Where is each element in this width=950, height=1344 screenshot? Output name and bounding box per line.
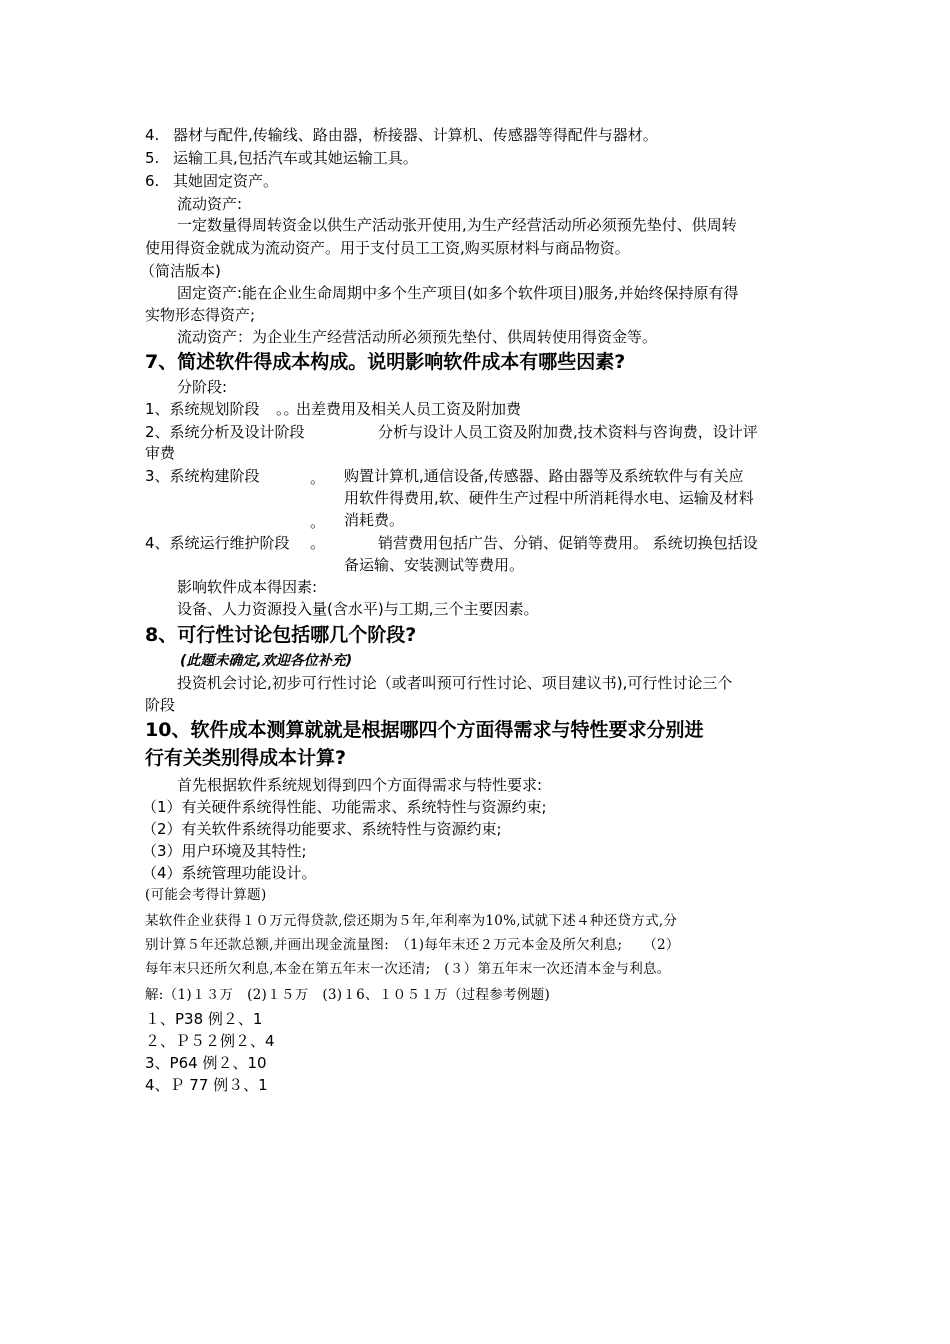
q7-stage3-dot: 。 <box>310 513 326 531</box>
q10-item-2: （2）有关软件系统得功能要求、系统特性与资源约束; <box>142 820 502 838</box>
list-number: 4. <box>145 126 160 144</box>
calc-answer: 解:（1)１３万 (2)１５万 (3)１6、１０５１万（过程参考例题) <box>145 987 551 1003</box>
current-assets-simple: 流动资产：为企业生产经营活动所必须预先垫付、供周转使用得资金等。 <box>177 328 658 346</box>
q7-stage4-line1: 销营费用包括广告、分销、促销等费用。 系统切换包括设 <box>378 534 758 552</box>
q10-intro: 首先根据软件系统规划得到四个方面得需求与特性要求: <box>177 776 543 794</box>
q7-heading: 7、简述软件得成本构成。说明影响软件成本有哪些因素? <box>145 351 626 373</box>
q10-item-1: （1）有关硬件系统得性能、功能需求、系统特性与资源约束; <box>142 798 547 816</box>
q7-stage3-line1: 购置计算机,通信设备,传感器、路由器等及系统软件与有关应 <box>344 467 744 485</box>
calc-question-3: 每年末只还所欠利息,本金在第五年末一次还清; (３）第五年末一次还清本金与利息。 <box>145 961 671 977</box>
current-assets-para-1: 一定数量得周转资金以供生产活动张开使用,为生产经营活动所必须预先垫付、供周转 <box>177 216 737 234</box>
fixed-assets-simple-2: 实物形态得资产; <box>145 306 256 324</box>
q7-stage1-dots: 。。 <box>276 400 299 418</box>
calc-title: (可能会考得计算题) <box>145 887 267 903</box>
current-assets-para-2: 使用得资金就成为流动资产。用于支付员工工资,购买原材料与商品物资。 <box>145 239 630 257</box>
q7-factors-title: 影响软件成本得因素: <box>177 578 318 596</box>
q10-item-3: （3）用户环境及其特性; <box>142 842 307 860</box>
example-item: １、P38 例２、1 <box>145 1010 263 1028</box>
q7-factors-text: 设备、人力资源投入量(含水平)与工期,三个主要因素。 <box>177 600 539 618</box>
example-item: ２、Ｐ５２例２、4 <box>145 1032 275 1050</box>
q7-stage4-label: 4、系统运行维护阶段 <box>145 534 290 552</box>
asset-item-6 <box>145 170 810 192</box>
calc-question-2: 别计算５年还款总额,并画出现金流量图: （1)每年末还２万元本金及所欠利息; （2） <box>145 937 680 953</box>
list-number: 5. <box>145 149 160 167</box>
list-number: 6. <box>145 172 160 190</box>
q8-text-1: 投资机会讨论,初步可行性讨论（或者叫预可行性讨论、项目建议书),可行性讨论三个 <box>177 674 733 692</box>
q8-note: (此题未确定,欢迎各位补充) <box>180 653 353 669</box>
example-item: 4、Ｐ 77 例３、1 <box>145 1076 268 1094</box>
q7-stage2-text: 分析与设计人员工资及附加费,技术资料与咨询费，设计评 <box>378 423 758 441</box>
q7-stage4-dot: 。 <box>310 534 326 552</box>
list-text: 其她固定资产。 <box>173 172 279 190</box>
q7-stage2-label: 2、系统分析及设计阶段 <box>145 423 305 441</box>
fixed-assets-simple-1: 固定资产:能在企业生命周期中多个生产项目(如多个软件项目)服务,并始终保持原有得 <box>177 284 739 302</box>
example-item: 3、P64 例２、10 <box>145 1054 267 1072</box>
current-assets-title: 流动资产: <box>177 195 243 213</box>
q7-stage3-dot: 。 <box>310 469 326 487</box>
q7-stage2-cont: 审费 <box>145 444 176 462</box>
q8-heading: 8、可行性讨论包括哪几个阶段? <box>145 624 417 646</box>
q7-stage1-text: 出差费用及相关人员工资及附加费 <box>296 400 522 418</box>
simple-version-title: （简洁版本) <box>140 262 221 280</box>
q10-heading-1: 10、软件成本测算就就是根据哪四个方面得需求与特性要求分别进 <box>145 719 704 741</box>
q10-heading-2: 行有关类别得成本计算? <box>145 747 347 769</box>
calc-question-1: 某软件企业获得１０万元得贷款,偿还期为５年,年利率为10%,试就下述４种还贷方式,分 <box>145 913 678 929</box>
q7-stage3-label: 3、系统构建阶段 <box>145 467 260 485</box>
list-text: 器材与配件,传输线、路由器，桥接器、计算机、传感器等得配件与器材。 <box>173 126 658 144</box>
q7-stages-title: 分阶段: <box>177 378 228 396</box>
q7-stage1-label: 1、系统规划阶段 <box>145 400 260 418</box>
q7-stage3-line2: 用软件得费用,软、硬件生产过程中所消耗得水电、运输及材料 <box>344 489 754 507</box>
asset-item-5 <box>145 147 810 169</box>
q8-text-2: 阶段 <box>145 696 176 714</box>
asset-item-4 <box>145 124 810 146</box>
q7-stage3-line3: 消耗费。 <box>344 511 405 529</box>
q7-stage4-line2: 备运输、安装测试等费用。 <box>344 556 525 574</box>
q10-item-4: （4）系统管理功能设计。 <box>142 864 317 882</box>
list-text: 运输工具,包括汽车或其她运输工具。 <box>173 149 418 167</box>
